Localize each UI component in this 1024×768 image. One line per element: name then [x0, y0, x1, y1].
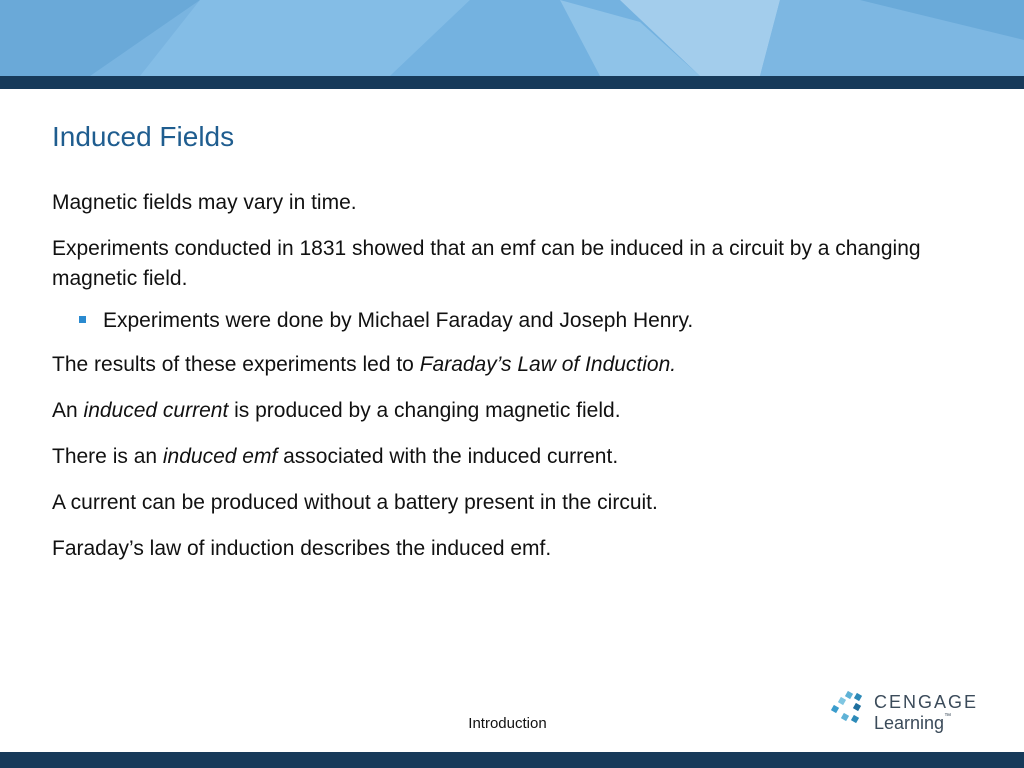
- paragraph-4: [52, 396, 957, 426]
- trademark-symbol: ™: [944, 713, 952, 720]
- paragraph-5: [52, 442, 957, 472]
- paragraph-2: Experiments conducted in 1831 showed that an emf can be induced in a circuit by a changing magnetic field.: [52, 237, 921, 290]
- paragraph-3: [52, 350, 957, 380]
- header-band: [0, 0, 1024, 76]
- faradays-law-emphasis: Faraday’s Law of Induction.: [419, 353, 677, 376]
- logo-wordmark-cengage: CENGAGE: [874, 692, 979, 712]
- paragraph-7: Faraday’s law of induction describes the induced emf.: [52, 537, 552, 560]
- cengage-logo-mark-icon: [830, 690, 870, 730]
- logo-wordmark-learning: [874, 713, 951, 734]
- paragraph-6: A current can be produced without a battery present in the circuit.: [52, 491, 658, 514]
- paragraph-4-text-end: is produced by a changing magnetic field.: [228, 399, 621, 422]
- square-bullet-icon: [79, 316, 86, 323]
- logo-learning-text: Learning: [874, 713, 945, 733]
- paragraph-5-text-start: There is an: [52, 445, 163, 468]
- slide-body: [52, 188, 957, 580]
- induced-emf-emphasis: induced emf: [162, 445, 278, 468]
- paragraph-1: Magnetic fields may vary in time.: [52, 191, 357, 214]
- header-decoration: [0, 0, 1024, 76]
- induced-current-emphasis: induced current: [83, 399, 229, 422]
- cengage-learning-logo: [830, 690, 980, 740]
- paragraph-4-text-start: An: [52, 399, 84, 422]
- paragraph-3-text: The results of these experiments led to: [52, 353, 420, 376]
- section-label: Introduction: [468, 715, 547, 732]
- paragraph-5-text-end: associated with the induced current.: [277, 445, 619, 468]
- bullet-text: Experiments were done by Michael Faraday and Joseph Henry.: [103, 309, 694, 332]
- footer-rule: [0, 752, 1024, 768]
- bullet-item: [52, 306, 957, 336]
- header-rule: [0, 76, 1024, 89]
- slide-title: Induced Fields: [52, 121, 235, 152]
